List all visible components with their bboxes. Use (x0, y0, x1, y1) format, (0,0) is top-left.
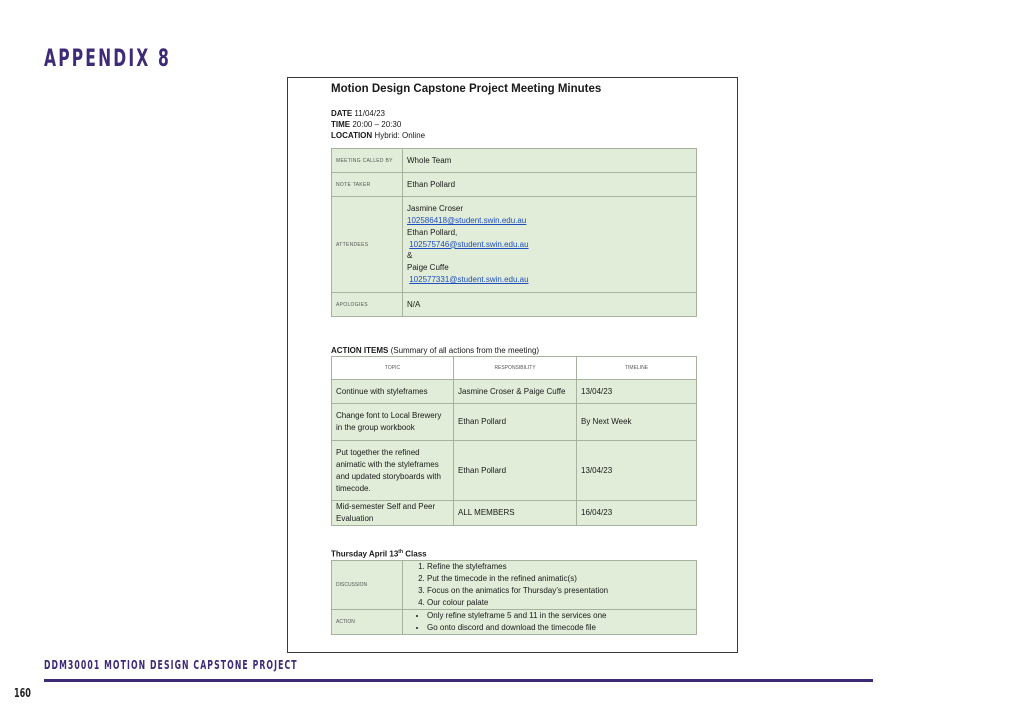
action-items-heading-bold: ACTION ITEMS (331, 346, 389, 355)
list-item: 4. Our colour palate (427, 597, 692, 609)
responsibility-cell: Jasmine Croser & Paige Cuffe (454, 380, 577, 404)
list-item: 2. Put the timecode in the refined animatic(s) (427, 573, 692, 585)
table-row (332, 441, 697, 501)
attendees-row (332, 197, 697, 293)
timeline-cell: 13/04/23 (577, 441, 697, 501)
responsibility-cell: Ethan Pollard (454, 441, 577, 501)
responsibility-cell: Ethan Pollard (454, 404, 577, 441)
called-by-value: Whole Team (403, 149, 697, 173)
date-label: DATE (331, 109, 353, 118)
action-list (407, 610, 692, 634)
action-items-heading (331, 346, 697, 355)
document-content (331, 83, 697, 635)
date-line (331, 108, 697, 119)
list-item: 3. Focus on the animatics for Thursday’s presentation (427, 585, 692, 597)
thursday-class-heading-end: Class (403, 549, 427, 559)
list-item: • Go onto discord and download the timecode file (427, 622, 692, 634)
thursday-class-table (331, 560, 697, 635)
action-items-table (331, 356, 697, 526)
topic-cell: Change font to Local Brewery in the group workbook (332, 404, 454, 441)
time-label: TIME (331, 120, 351, 129)
column-header-timeline: TIMELINE (577, 357, 697, 380)
attendee-email-link[interactable]: 102575746@student.swin.edu.au (409, 239, 529, 249)
attendees-label: ATTENDEES (332, 197, 403, 293)
location-label: LOCATION (331, 131, 373, 140)
page-number: 160 (14, 686, 31, 700)
thursday-class-heading-sup: th (398, 549, 404, 555)
called-by-row (332, 149, 697, 173)
thursday-class-heading (331, 549, 697, 559)
table-row (332, 501, 697, 526)
action-row (332, 609, 697, 634)
column-header-responsibility: RESPONSIBILITY (454, 357, 577, 380)
attendee-name: Jasmine Croser (407, 204, 464, 214)
attendee-separator: & (407, 251, 413, 261)
responsibility-cell: ALL MEMBERS (454, 501, 577, 526)
table-row (332, 404, 697, 441)
time-value: 20:00 – 20:30 (352, 120, 402, 129)
attendees-cell (403, 197, 697, 293)
thursday-class-heading-main: Thursday April 13 (331, 549, 399, 559)
document-heading: Motion Design Capstone Project Meeting Minutes (331, 83, 602, 95)
apologies-label: APOLOGIES (332, 293, 403, 317)
location-value: Hybrid: Online (374, 131, 426, 140)
timeline-cell: 13/04/23 (577, 380, 697, 404)
footer-divider (44, 679, 873, 682)
apologies-value: N/A (403, 293, 697, 317)
action-items-heading-rest: (Summary of all actions from the meeting) (388, 346, 540, 355)
topic-cell: Put together the refined animatic with the styleframes and updated storyboards with timecode. (332, 441, 454, 501)
column-header-topic: TOPIC (332, 357, 454, 380)
attendee-name: Ethan Pollard, (407, 227, 458, 237)
called-by-label: MEETING CALLED BY (332, 149, 403, 173)
attendee-email-link[interactable]: 102586418@student.swin.edu.au (407, 216, 527, 225)
time-line (331, 119, 697, 130)
note-taker-row (332, 173, 697, 197)
meeting-minutes-document (287, 77, 738, 653)
footer-project-title: DDM30001 MOTION DESIGN CAPSTONE PROJECT (44, 658, 298, 672)
topic-cell: Mid-semester Self and Peer Evaluation (332, 501, 454, 526)
appendix-title: APPENDIX 8 (44, 44, 171, 72)
attendee-email-link[interactable]: 102577331@student.swin.edu.au (409, 274, 529, 284)
action-label: ACTION (332, 609, 403, 634)
table-row (332, 380, 697, 404)
topic-cell: Continue with styleframes (332, 380, 454, 404)
date-value: 11/04/23 (354, 109, 385, 118)
meeting-info-table (331, 148, 697, 317)
discussion-list (407, 561, 692, 609)
apologies-row (332, 293, 697, 317)
timeline-cell: By Next Week (577, 404, 697, 441)
list-item: • Only refine styleframe 5 and 11 in the services one (427, 610, 692, 622)
timeline-cell: 16/04/23 (577, 501, 697, 526)
note-taker-value: Ethan Pollard (403, 173, 697, 197)
discussion-row (332, 560, 697, 609)
action-items-header-row (332, 357, 697, 380)
location-line (331, 130, 697, 141)
attendee-name: Paige Cuffe (407, 263, 449, 273)
discussion-cell (403, 560, 697, 609)
list-item: 1. Refine the styleframes (427, 561, 692, 573)
action-cell (403, 609, 697, 634)
discussion-label: DISCUSSION (332, 560, 403, 609)
note-taker-label: NOTE TAKER (332, 173, 403, 197)
